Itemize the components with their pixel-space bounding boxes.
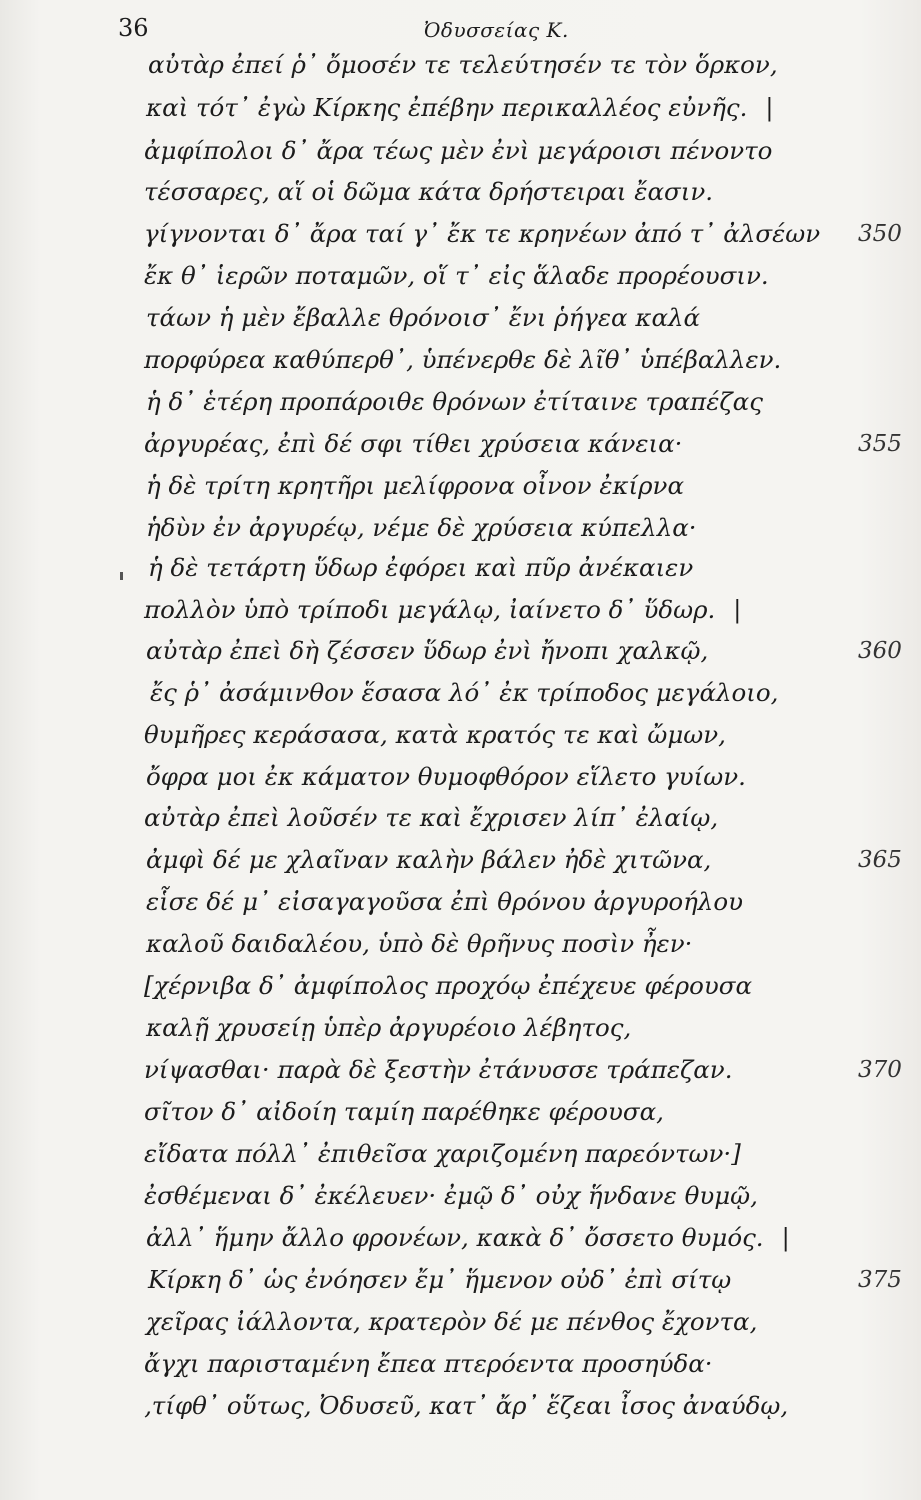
verse-text: ἀλλ᾽ ἥμην ἄλλο φρονέων, κακὰ δ᾽ ὄσσετο θυμός.	[146, 1223, 764, 1252]
verse-text: ἀμφὶ δέ με χλαῖναν καλὴν βάλεν ἠδὲ χιτῶνα,	[146, 845, 712, 874]
verse-text: ‚τίφθ᾽ οὕτως, Ὀδυσεῦ, κατ᾽ ἄρ᾽ ἕζεαι ἶσος ἀναύδῳ,	[144, 1391, 789, 1420]
verse-text: ἡ δὲ τρίτη κρητῆρι μελίφρονα οἶνον ἐκίρνα	[146, 471, 684, 500]
verse-text: καλῇ χρυσείῃ ὑπὲρ ἀργυρέοιο λέβητος,	[146, 1013, 632, 1042]
verse-text: τέσσαρες, αἵ οἱ δῶμα κάτα δρήστειραι ἔασιν.	[144, 177, 714, 206]
verse-text: σῖτον δ᾽ αἰδοίη ταμίη παρέθηκε φέρουσα,	[144, 1097, 664, 1126]
verse-line	[0, 590, 921, 630]
verse-number: 360	[858, 638, 902, 664]
verse-text: ἄγχι παρισταμένη ἔπεα πτερόεντα προσηύδα·	[144, 1349, 713, 1378]
verse-text: καὶ τότ᾽ ἐγὼ Κίρκης ἐπέβην περικαλλέος εὐνῆς.	[146, 93, 748, 122]
verse-text: ἡδὺν ἐν ἀργυρέῳ, νέμε δὲ χρύσεια κύπελλα·	[146, 513, 697, 542]
verse-line	[0, 466, 921, 506]
verse-text: αὐτὰρ ἐπεί ῥ᾽ ὄμοσέν τε τελεύτησέν τε τὸν ὅρκον,	[148, 50, 778, 79]
verse-text: χεῖρας ἰάλλοντα, κρατερὸν δέ με πένθος ἔχοντα,	[146, 1307, 758, 1336]
verse-line	[0, 1176, 921, 1216]
verse-text: Κίρκη δ᾽ ὡς ἐνόησεν ἔμ᾽ ἥμενον οὐδ᾽ ἐπὶ σίτῳ	[148, 1265, 732, 1294]
verse-text: πορφύρεα καθύπερθ᾽, ὑπένερθε δὲ λῖθ᾽ ὑπέβαλλεν.	[144, 345, 782, 374]
verse-text: γίγνονται δ᾽ ἄρα ταί γ᾽ ἔκ τε κρηνέων ἀπό τ᾽ ἀλσέων	[144, 219, 821, 248]
verse-line	[0, 298, 921, 338]
verse-line	[0, 548, 921, 588]
verse-line	[0, 673, 921, 713]
verse-line	[0, 715, 921, 755]
verse-line	[0, 882, 921, 922]
verse-text: ἀμφίπολοι δ᾽ ἄρα τέως μὲν ἐνὶ μεγάροισι πένοντο	[144, 136, 773, 165]
verse-number: 350	[858, 221, 902, 247]
verse-text: ἡ δὲ τετάρτη ὕδωρ ἐφόρει καὶ πῦρ ἀνέκαιεν	[148, 553, 694, 582]
page-number: 36	[118, 14, 149, 42]
verse-line	[0, 1344, 921, 1384]
verse-line	[0, 45, 921, 85]
verse-line	[0, 631, 921, 671]
verse-line	[0, 1134, 921, 1174]
verse-number: 370	[858, 1057, 902, 1083]
verse-line	[0, 88, 921, 128]
verse-line	[0, 214, 921, 254]
verse-division-mark: |	[781, 1224, 790, 1252]
verse-line	[0, 798, 921, 838]
verse-text: ἔς ῥ᾽ ἀσάμινθον ἕσασα λό᾽ ἐκ τρίποδος μεγάλοιο,	[150, 678, 779, 707]
verse-line	[0, 1386, 921, 1426]
verse-line	[0, 131, 921, 171]
verse-line	[0, 1302, 921, 1342]
verse-text: [χέρνιβα δ᾽ ἀμφίπολος προχόῳ ἐπέχευε φέρουσα	[144, 971, 753, 1000]
verse-text: πολλὸν ὑπὸ τρίποδι μεγάλῳ, ἰαίνετο δ᾽ ὕδωρ.	[144, 595, 716, 624]
verse-line	[0, 966, 921, 1006]
verse-text: ὄφρα μοι ἐκ κάματον θυμοφθόρον εἵλετο γυίων.	[146, 762, 746, 791]
verse-number: 355	[858, 431, 902, 457]
verse-number: 375	[858, 1267, 902, 1293]
verse-text: θυμῆρες κεράσασα, κατὰ κρατός τε καὶ ὤμων,	[144, 720, 726, 749]
verse-line	[0, 1260, 921, 1300]
verse-text: νίψασθαι· παρὰ δὲ ξεστὴν ἐτάνυσσε τράπεζαν.	[144, 1055, 733, 1084]
verse-line	[0, 1218, 921, 1258]
verse-text: ἔκ θ᾽ ἱερῶν ποταμῶν, οἵ τ᾽ εἰς ἅλαδε προρέουσιν.	[144, 261, 769, 290]
verse-line	[0, 924, 921, 964]
verse-line	[0, 1008, 921, 1048]
verse-text: τάων ἡ μὲν ἔβαλλε θρόνοισ᾽ ἔνι ῥήγεα καλά	[146, 303, 701, 332]
verse-text: ἡ δ᾽ ἑτέρη προπάροιθε θρόνων ἐτίταινε τραπέζας	[146, 387, 763, 416]
verse-line	[0, 256, 921, 296]
verse-number: 365	[858, 847, 902, 873]
verse-line	[0, 1050, 921, 1090]
verse-division-mark: |	[733, 596, 742, 624]
running-head: Ὀδυσσείας Κ.	[424, 18, 569, 42]
verse-text: εἷσε δέ μ᾽ εἰσαγαγοῦσα ἐπὶ θρόνου ἀργυροήλου	[146, 887, 743, 916]
verse-line	[0, 757, 921, 797]
verse-line	[0, 840, 921, 880]
verse-text: αὐτὰρ ἐπεὶ λοῦσέν τε καὶ ἔχρισεν λίπ᾽ ἐλαίῳ,	[144, 803, 719, 832]
verse-line	[0, 1092, 921, 1132]
verse-text: αὐτὰρ ἐπεὶ δὴ ζέσσεν ὕδωρ ἐνὶ ἤνοπι χαλκῷ,	[146, 636, 709, 665]
verse-line	[0, 382, 921, 422]
verse-text: ἀργυρέας, ἐπὶ δέ σφι τίθει χρύσεια κάνεια·	[144, 429, 683, 458]
verse-division-mark: |	[765, 94, 774, 122]
verse-text: εἴδατα πόλλ᾽ ἐπιθεῖσα χαριζομένη παρεόντων·]	[144, 1139, 741, 1168]
verse-line	[0, 508, 921, 548]
verse-line	[0, 172, 921, 212]
verse-text: καλοῦ δαιδαλέου, ὑπὸ δὲ θρῆνυς ποσὶν ἦεν·	[146, 929, 693, 958]
verse-text: ἐσθέμεναι δ᾽ ἐκέλευεν· ἐμῷ δ᾽ οὐχ ἥνδανε θυμῷ,	[144, 1181, 758, 1210]
verse-line	[0, 424, 921, 464]
verse-line	[0, 340, 921, 380]
